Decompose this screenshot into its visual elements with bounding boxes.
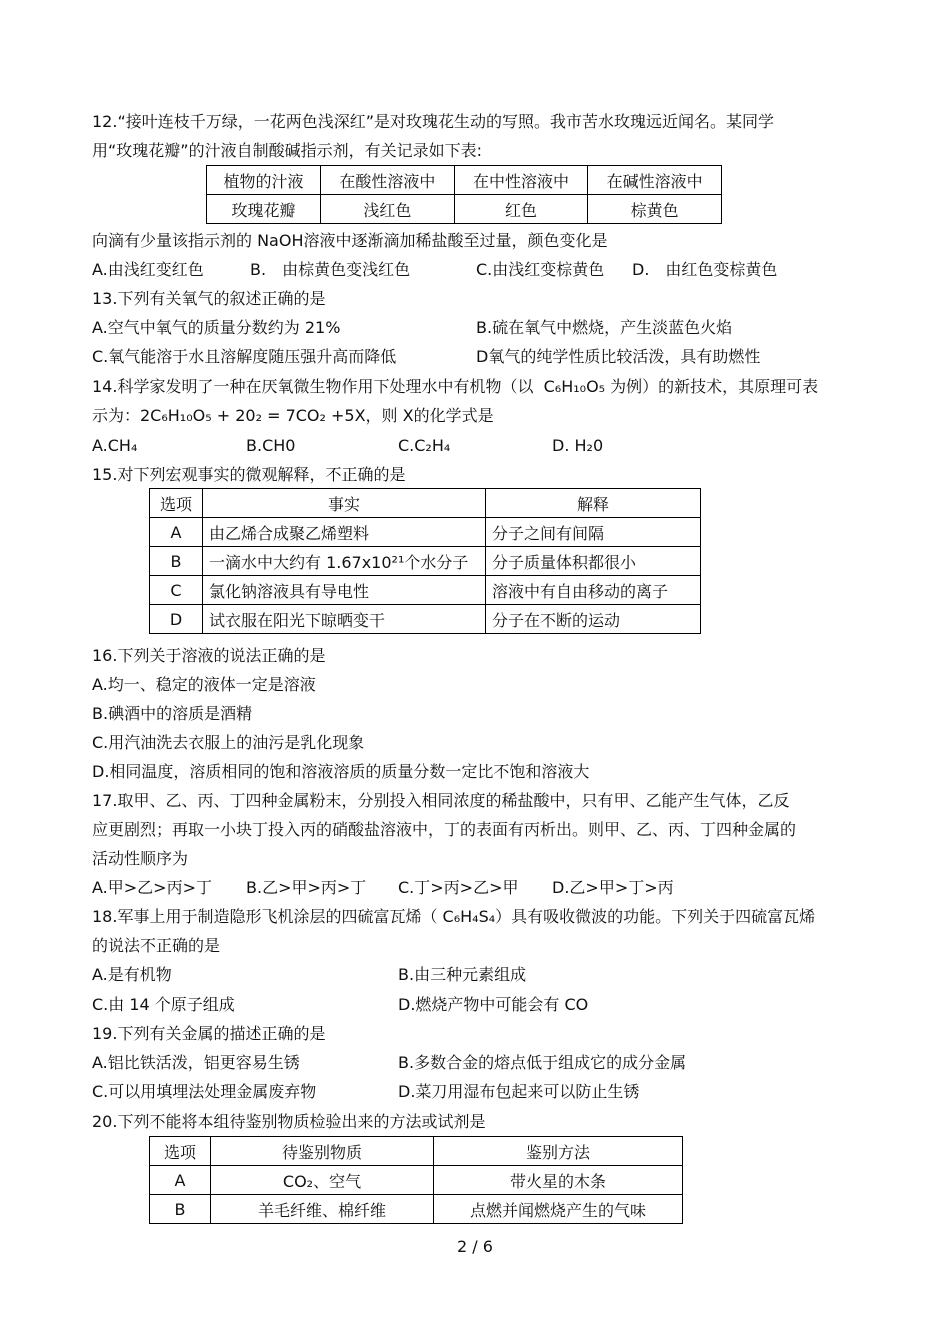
q12-indicator-table (206, 165, 722, 224)
table-header-cell: 植物的汁液 (207, 166, 321, 195)
q18-stem-line1: 18.军事上用于制造隐形飞机涂层的四硫富瓦烯（ C₆H₄S₄）具有吸收微波的功能。下列关于四硫富瓦烯 (92, 907, 816, 926)
q14-option-a: A.CH₄ (92, 436, 138, 455)
q18-option-c: C.由 14 个原子组成 (92, 995, 235, 1014)
q12-stem-line2: 用“玫瑰花瓣”的汁液自制酸碱指示剂，有关记录如下表: (92, 141, 482, 160)
table-cell: 分子之间有间隔 (486, 518, 701, 547)
table-cell: 红色 (454, 195, 588, 224)
table-row (150, 1166, 683, 1195)
q17-option-a: A.甲>乙>丙>丁 (92, 878, 212, 897)
q14-stem-line1 (92, 376, 818, 398)
q19-option-d: D.菜刀用湿布包起来可以防止生锈 (398, 1082, 640, 1101)
q12-stem-line3: 向滴有少量该指示剂的 NaOH溶液中逐渐滴加稀盐酸至过量，颜色变化是 (92, 231, 608, 250)
table-cell: 玫瑰花瓣 (207, 195, 321, 224)
q13-option-d: D氧气的纯学性质比较活泼，具有助燃性 (476, 347, 761, 366)
q14-option-c: C.C₂H₄ (398, 436, 451, 455)
q12-option-a: A.由浅红变红色 (92, 260, 204, 279)
q12-option-b: B. 由棕黄色变浅红色 (250, 260, 411, 279)
page-number: 2 / 6 (457, 1237, 493, 1256)
q12-option-c: C.由浅红变棕黄色 (476, 260, 605, 279)
q18-option-d: D.燃烧产物中可能会有 CO (398, 995, 589, 1014)
table-cell: 溶液中有自由移动的离子 (486, 576, 701, 605)
table-cell: 一滴水中大约有 1.67x10²¹个水分子 (203, 547, 486, 576)
table-cell: B (150, 1195, 211, 1224)
q16-stem: 16.下列关于溶液的说法正确的是 (92, 646, 326, 665)
q17-option-b: B.乙>甲>丙>丁 (246, 878, 367, 897)
table-cell: 棕黄色 (588, 195, 722, 224)
q17-option-d: D.乙>甲>丁>丙 (552, 878, 674, 897)
table-header-cell: 在中性溶液中 (454, 166, 588, 195)
table-cell: A (150, 1166, 211, 1195)
table-row (150, 576, 701, 605)
q14-option-b: B.CH0 (246, 436, 296, 455)
table-cell: 浅红色 (321, 195, 455, 224)
q20-table (149, 1136, 683, 1224)
table-header-cell: 鉴别方法 (434, 1137, 683, 1166)
table-cell: CO₂、空气 (211, 1166, 434, 1195)
table-header-cell: 在碱性溶液中 (588, 166, 722, 195)
q17-stem-line1: 17.取甲、乙、丙、丁四种金属粉末，分别投入相同浓度的稀盐酸中，只有甲、乙能产生气体，乙反 (92, 791, 790, 810)
q20-stem: 20.下列不能将本组待鉴别物质检验出来的方法或试剂是 (92, 1112, 486, 1131)
table-header-cell: 选项 (150, 489, 203, 518)
q19-stem: 19.下列有关金属的描述正确的是 (92, 1024, 326, 1043)
q14-stem-line2: 示为：2C₆H₁₀O₅ + 20₂ = 7CO₂ +5X，则 X的化学式是 (92, 406, 494, 425)
table-row (207, 195, 722, 224)
table-cell: 羊毛纤维、棉纤维 (211, 1195, 434, 1224)
q13-option-a: A.空气中氧气的质量分数约为 21% (92, 318, 341, 337)
q15-stem: 15.对下列宏观事实的微观解释，不正确的是 (92, 465, 406, 484)
table-header-row (207, 166, 722, 195)
table-cell: D (150, 605, 203, 634)
table-header-cell: 待鉴别物质 (211, 1137, 434, 1166)
table-header-cell: 解释 (486, 489, 701, 518)
q17-option-c: C.丁>丙>乙>甲 (398, 878, 519, 897)
table-row (150, 605, 701, 634)
q19-option-a: A.铝比铁活泼，铝更容易生锈 (92, 1053, 300, 1072)
q14-option-d: D. H₂0 (552, 436, 604, 455)
q18-option-a: A.是有机物 (92, 965, 172, 984)
table-row (150, 1195, 683, 1224)
q16-option-a: A.均一、稳定的液体一定是溶液 (92, 675, 316, 694)
table-cell: B (150, 547, 203, 576)
q17-stem-line2: 应更剧烈；再取一小块丁投入丙的硝酸盐溶液中，丁的表面有丙析出。则甲、乙、丙、丁四种金属的 (92, 820, 797, 839)
table-header-cell: 选项 (150, 1137, 211, 1166)
table-cell: C (150, 576, 203, 605)
q14-formula: C₆H₁₀O₅ (543, 377, 606, 396)
table-cell: 点燃并闻燃烧产生的气味 (434, 1195, 683, 1224)
q16-option-d: D.相同温度，溶质相同的饱和溶液溶质的质量分数一定比不饱和溶液大 (92, 762, 590, 781)
table-cell: 氯化钠溶液具有导电性 (203, 576, 486, 605)
table-row (150, 518, 701, 547)
q16-option-c: C.用汽油洗去衣服上的油污是乳化现象 (92, 733, 365, 752)
q17-stem-line3: 活动性顺序为 (92, 849, 189, 868)
q12-stem-line1: 12.“接叶连枝千万绿，一花两色浅深红”是对玫瑰花生动的写照。我市苦水玫瑰远近闻名。某同学 (92, 112, 775, 131)
table-header-row (150, 489, 701, 518)
q12-option-d: D. 由红色变棕黄色 (632, 260, 778, 279)
q13-stem: 13.下列有关氧气的叙述正确的是 (92, 289, 326, 308)
table-header-row (150, 1137, 683, 1166)
table-header-cell: 在酸性溶液中 (321, 166, 455, 195)
table-cell: 分子在不断的运动 (486, 605, 701, 634)
table-cell: 由乙烯合成聚乙烯塑料 (203, 518, 486, 547)
table-cell: 分子质量体积都很小 (486, 547, 701, 576)
q14-stem-pre: 14.科学家发明了一种在厌氧微生物作用下处理水中有机物（以 (92, 377, 534, 396)
table-cell: A (150, 518, 203, 547)
q13-option-c: C.氧气能溶于水且溶解度随压强升高而降低 (92, 347, 397, 366)
table-row (150, 547, 701, 576)
table-cell: 试衣服在阳光下晾晒变干 (203, 605, 486, 634)
table-cell: 带火星的木条 (434, 1166, 683, 1195)
q16-option-b: B.碘酒中的溶质是酒精 (92, 704, 253, 723)
q14-stem-post: 为例）的新技术，其原理可表 (610, 377, 819, 396)
q19-option-b: B.多数合金的熔点低于组成它的成分金属 (398, 1053, 687, 1072)
q15-table (149, 488, 701, 634)
q18-stem-line2: 的说法不正确的是 (92, 936, 221, 955)
q18-option-b: B.由三种元素组成 (398, 965, 527, 984)
table-header-cell: 事实 (203, 489, 486, 518)
q13-option-b: B.硫在氧气中燃烧，产生淡蓝色火焰 (476, 318, 733, 337)
q19-option-c: C.可以用填埋法处理金属废弃物 (92, 1082, 317, 1101)
